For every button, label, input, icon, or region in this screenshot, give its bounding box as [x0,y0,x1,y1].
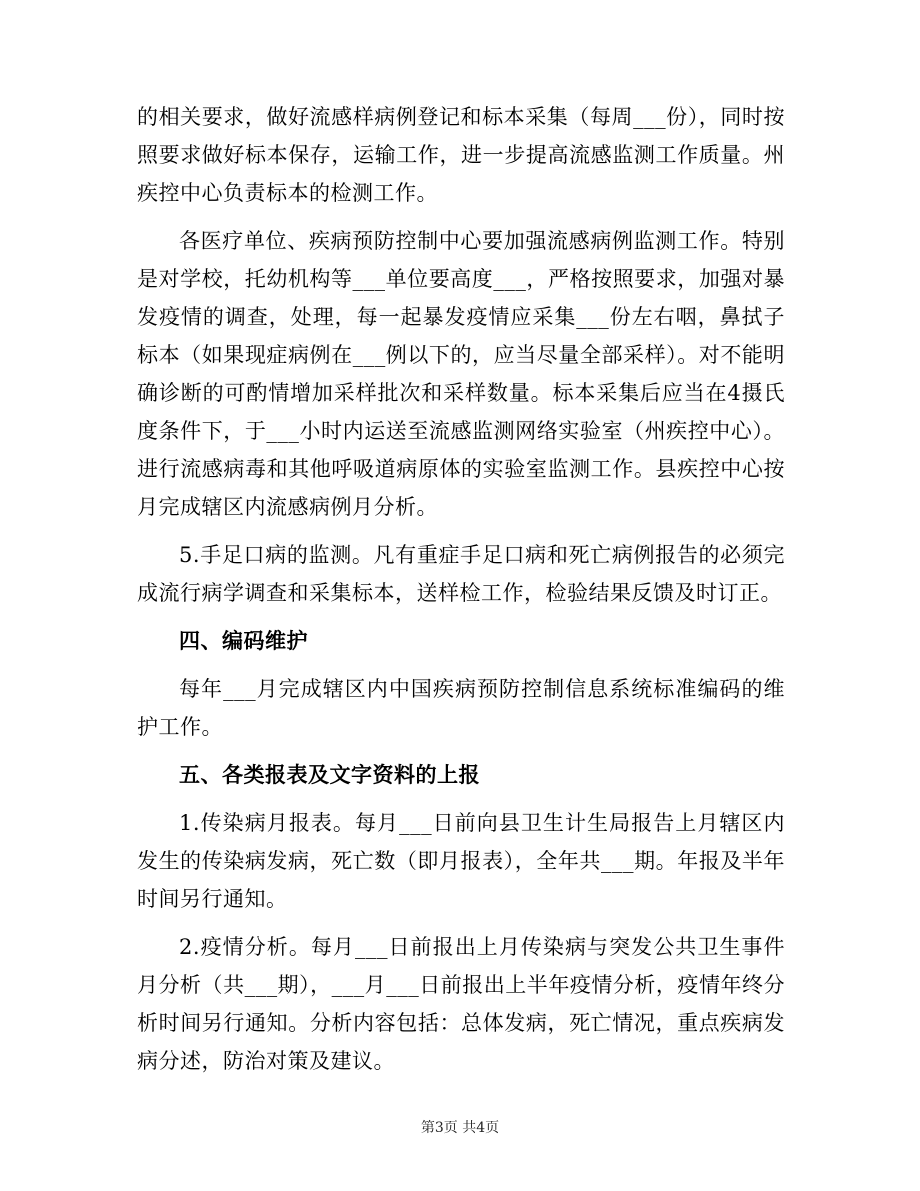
paragraph-continued: 的相关要求，做好流感样病例登记和标本采集（每周___份），同时按照要求做好标本保存，运输工作，进一步提高流感监测工作质量。州疾控中心负责标本的检测工作。 [137,105,785,205]
section-heading-reports: 五、各类报表及文字资料的上报 [179,763,480,787]
paragraph-epidemic-analysis: 2.疫情分析。每月___日前报出上月传染病与突发公共卫生事件月分析（共___期），___月___日前报出上半年疫情分析，疫情年终分析时间另行通知。分析内容包括：总体发病，死亡情况，重点疾病发病分述，防治对策及建议。 [137,935,785,1073]
paragraph-monthly-report: 1.传染病月报表。每月___日前向县卫生计生局报告上月辖区内发生的传染病发病，死亡数（即月报表），全年共___期。年报及半年时间另行通知。 [137,811,785,911]
page-number-footer: 第3页 共4页 [420,1120,500,1136]
paragraph-coding-maintenance: 每年___月完成辖区内中国疾病预防控制信息系统标准编码的维护工作。 [137,677,785,739]
document-body [137,98,785,1080]
paragraph-flu-surveillance: 各医疗单位、疾病预防控制中心要加强流感病例监测工作。特别是对学校，托幼机构等___单位要高度___，严格按照要求，加强对暴发疫情的调查，处理，每一起暴发疫情应采集___份左右咽，鼻拭子标本（如果现症病例在___例以下的，应当尽量全部采样）。对不能明确诊断的可酌情增加采样批次和采样数量。标本采集后应当在4摄氏度条件下，于___小时内运送至流感监测网络实验室（州疾控中心）。进行流感病毒和其他呼吸道病原体的实验室监测工作。县疾控中心按月完成辖区内流感病例月分析。 [137,229,785,519]
section-heading-coding: 四、编码维护 [179,629,308,653]
paragraph-hfmd-surveillance: 5.手足口病的监测。凡有重症手足口病和死亡病例报告的必须完成流行病学调查和采集标本，送样检工作，检验结果反馈及时订正。 [137,543,785,605]
